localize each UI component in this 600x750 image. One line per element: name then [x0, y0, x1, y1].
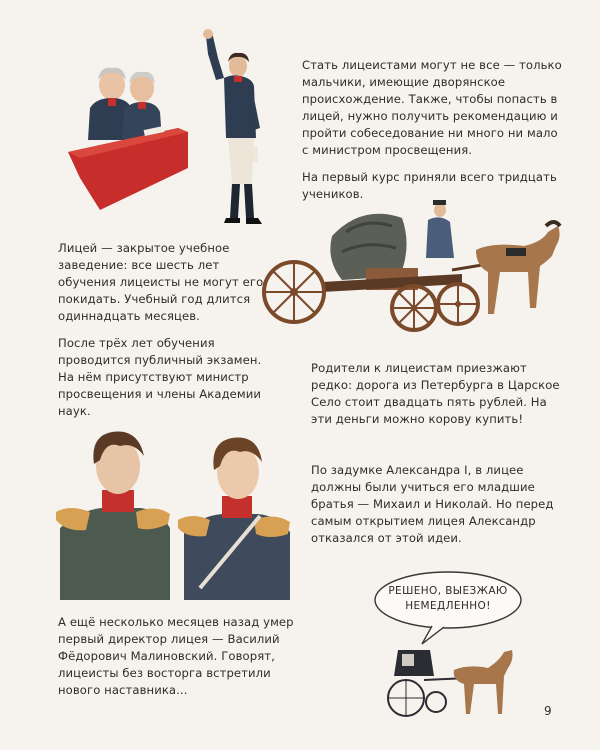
admission-text	[302, 57, 564, 213]
parents-paragraph: Родители к лицеистам приезжают редко: дорога из Петербурга в Царское Село стоит двадцать пять рублей. На эти деньги можно корову купить!	[311, 361, 560, 426]
brothers-text	[311, 462, 566, 557]
speech-bubble-text: РЕШЕНО, ВЫЕЗЖАЮ НЕМЕДЛЕННО!	[388, 585, 508, 612]
closed-school-paragraph-2: После трёх лет обучения проводится публичный экзамен. На нём присутствуют министр просвещения и члены Академии наук.	[58, 336, 262, 418]
carriage-illustration	[262, 196, 566, 346]
closed-school-text	[58, 240, 273, 430]
parents-text	[311, 360, 566, 438]
page-number: 9	[544, 704, 552, 718]
closed-school-paragraph-1: Лицей — закрытое учебное заведение: все шесть лет обучения лицеисты не могут его покидать. Учебный год длится одиннадцать месяцев.	[58, 241, 264, 323]
brothers-paragraph: По задумке Александра I, в лицее должны были учиться его младшие братья — Михаил и Николай. Но перед самым открытием лицея Александр отказался от этой идеи.	[311, 463, 554, 545]
examiners-illustration	[60, 60, 200, 210]
director-text	[58, 614, 316, 709]
admission-paragraph-1: Стать лицеистами могут не все — только мальчики, имеющие дворянское происхождение. Также, чтобы попасть в лицей, нужно получить рекомендацию и пройти собеседование ни много ни мало с министром просвещения.	[302, 58, 562, 157]
brothers-portraits-illustration	[50, 420, 302, 600]
director-paragraph: А ещё несколько месяцев назад умер первый директор лицея — Василий Фёдорович Малиновский. Говорят, лицеисты без восторга встретили нового наставника...	[58, 615, 294, 697]
admission-paragraph-2: На первый курс приняли всего тридцать учеников.	[302, 170, 557, 201]
small-carriage-illustration	[384, 640, 524, 720]
